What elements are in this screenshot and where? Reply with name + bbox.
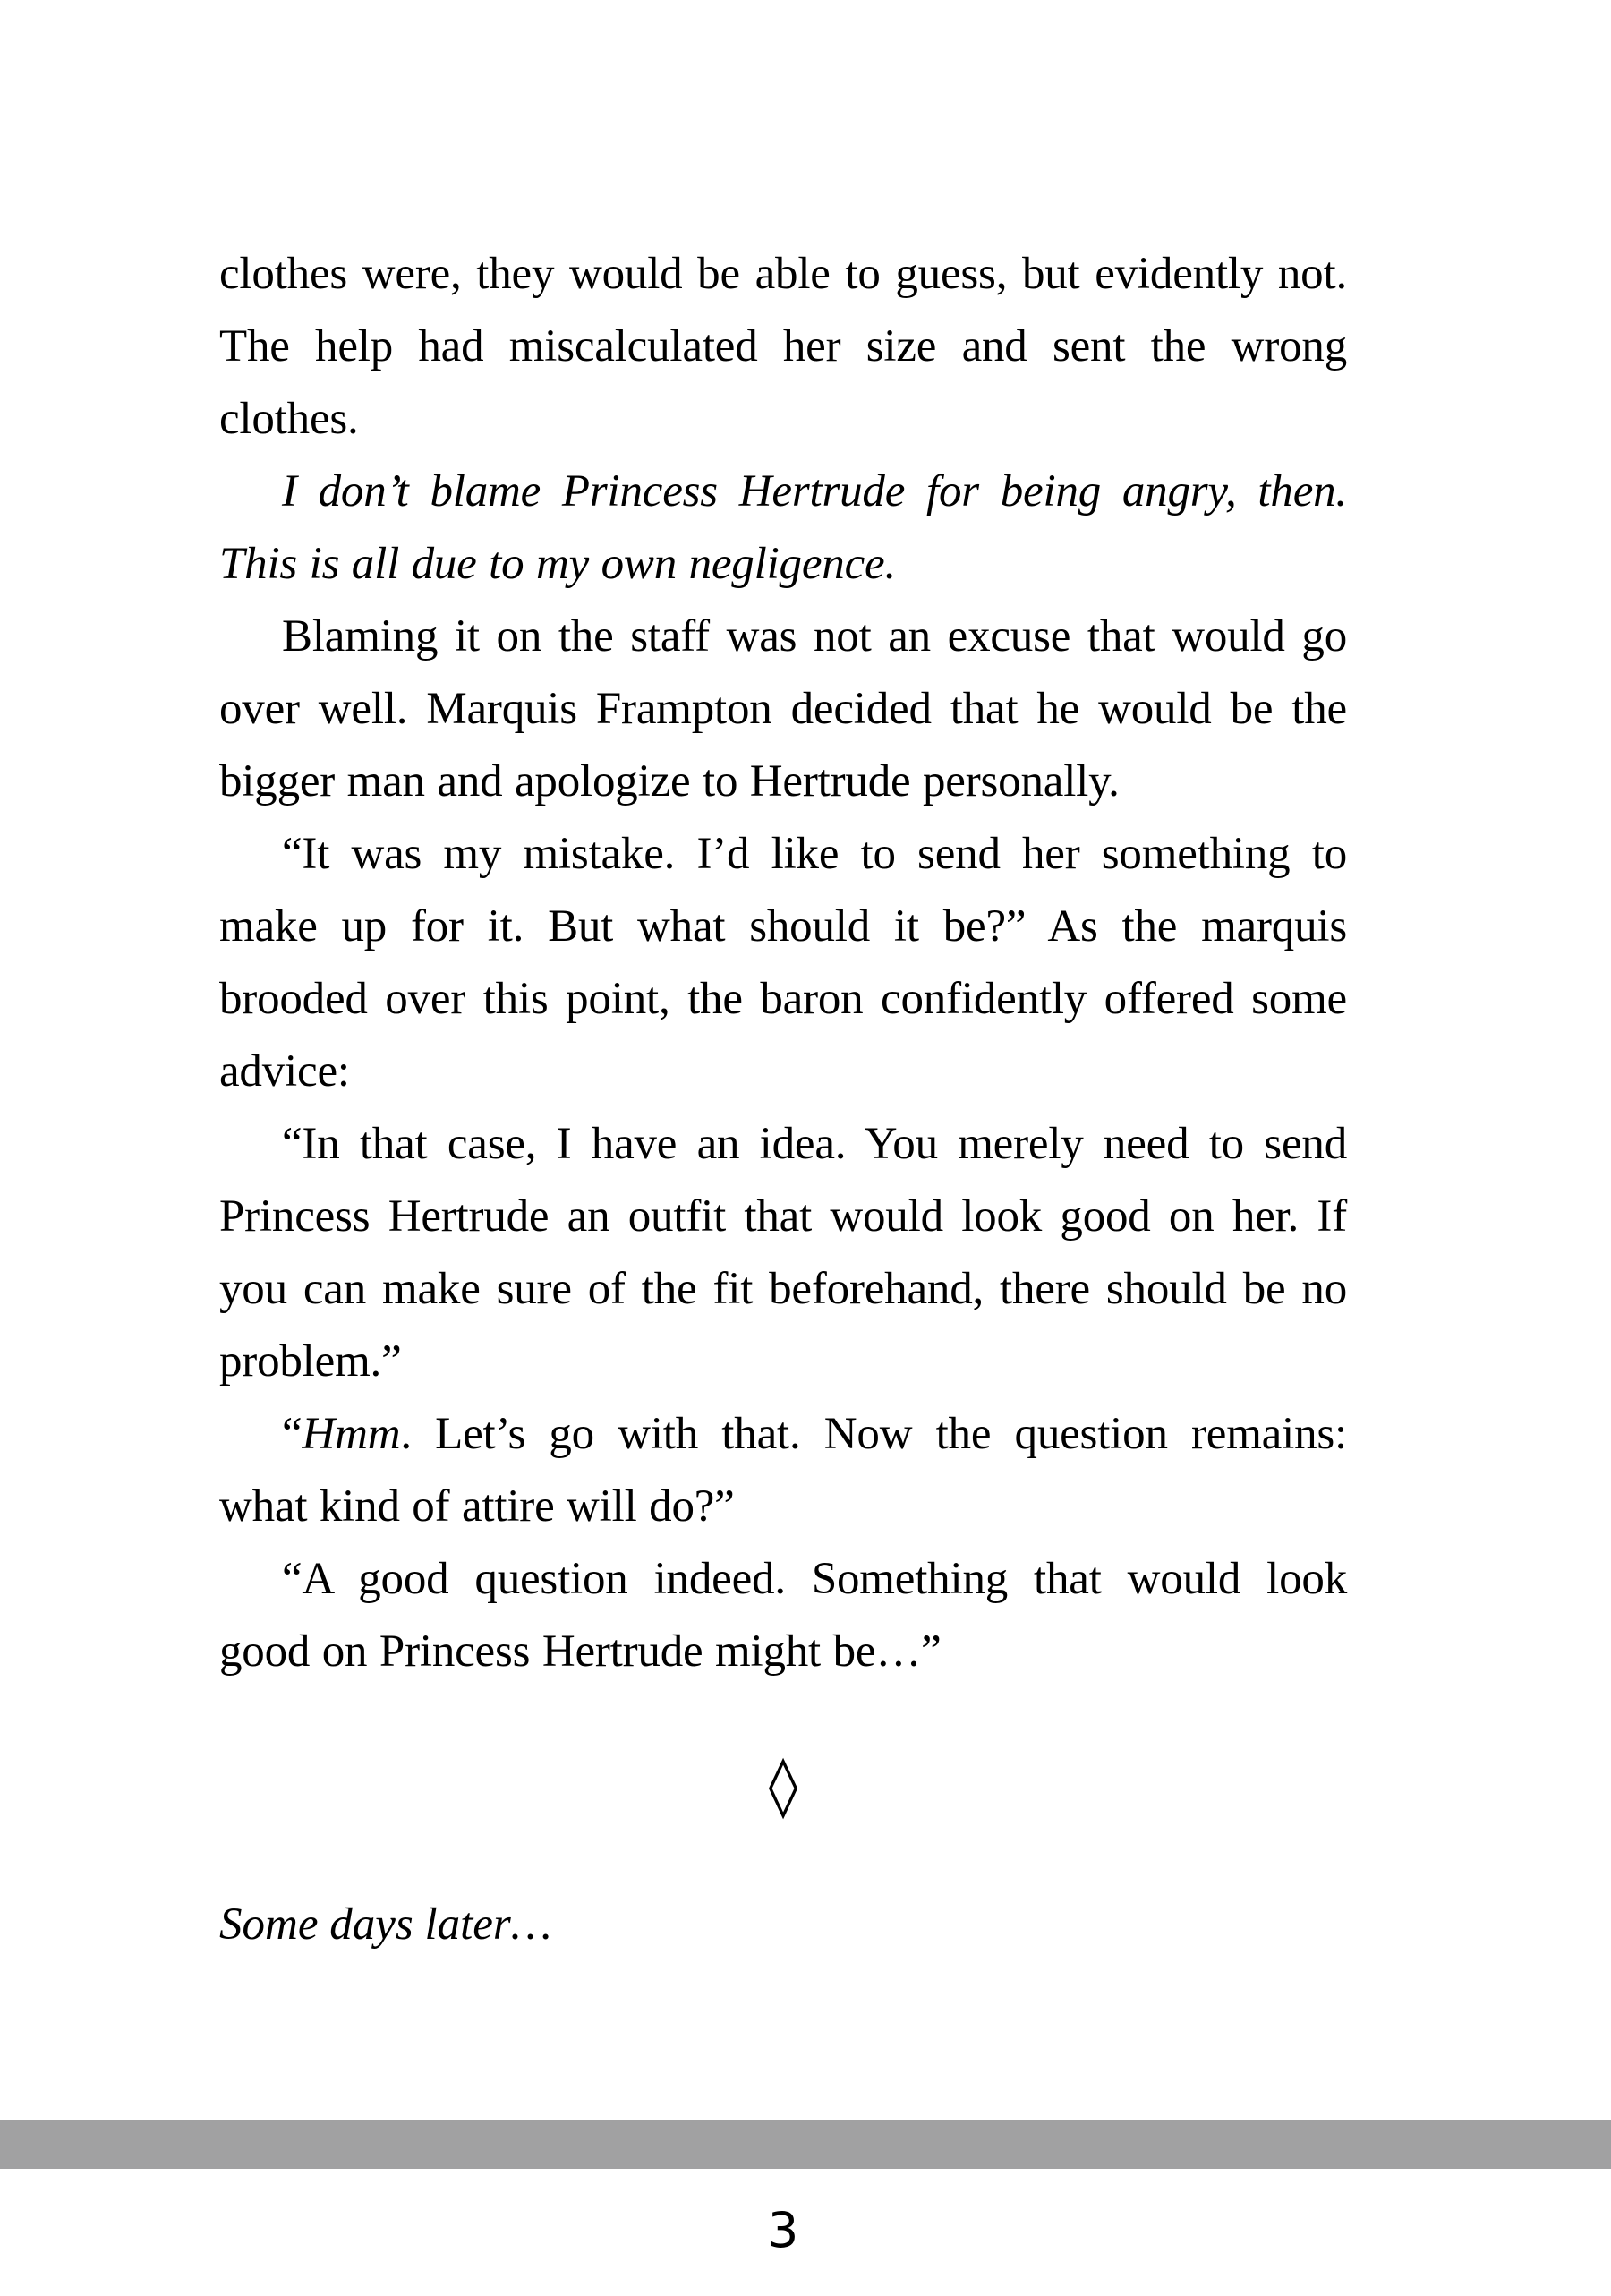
paragraph-dialogue-baron: “In that case, I have an idea. You merely need to send Princess Hertrude an outfit that would look good on her. If you can make sure of the fit beforehand, there should be no problem.” xyxy=(219,1119,1347,1387)
paragraph-dialogue-closing: “A good question indeed. Something that would look good on Princess Hertrude might be…” xyxy=(219,1554,1347,1677)
paragraph-continuation: clothes were, they would be able to guess, but evidently not. The help had miscalculated her size and sent the wrong clothes. xyxy=(219,249,1347,444)
footer-divider-bar xyxy=(0,2120,1611,2169)
dialogue-open-quote: “ xyxy=(282,1409,303,1459)
scene-lead-text: Some days later… xyxy=(219,1899,552,1950)
scene-break-diamond-icon: ◊ xyxy=(768,1751,798,1820)
dialogue-italic-hmm: Hmm xyxy=(302,1409,401,1459)
dialogue-rest: . Let’s go with that. Now the question remains: what kind of attire will do?” xyxy=(219,1409,1347,1532)
paragraph-inner-monologue: I don’t blame Princess Hertrude for being angry, then. This is all due to my own negligence. xyxy=(219,466,1347,589)
paragraph-narration: Blaming it on the staff was not an excuse that would go over well. Marquis Frampton decided that he would be the bigger man and apologize to Hertrude personally. xyxy=(219,611,1347,807)
paragraph-dialogue-mixed-italic xyxy=(219,1398,1347,1543)
text-column xyxy=(219,238,1347,1961)
paragraph-dialogue-marquis: “It was my mistake. I’d like to send her something to make up for it. But what should it be?” As the marquis brooded over this point, the baron confidently offered some advice: xyxy=(219,829,1347,1097)
page-number: 3 xyxy=(767,2202,799,2258)
